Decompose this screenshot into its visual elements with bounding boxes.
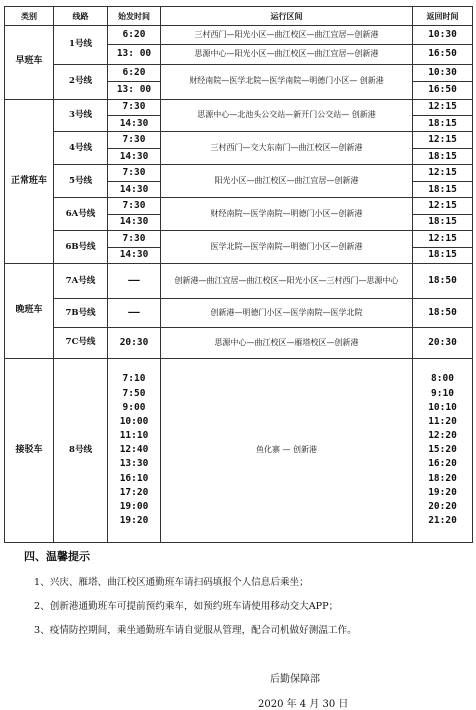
line-label: 7A号线 <box>54 264 108 299</box>
return-time: 12:15 <box>413 99 473 115</box>
group-evening: 晚班车 <box>5 264 54 359</box>
header-category: 类别 <box>5 7 54 26</box>
shuttle-departure-time: 19:00 <box>119 501 149 513</box>
shuttle-departure-time: 7:10 <box>122 373 146 385</box>
shuttle-return-time: 21:20 <box>428 515 457 527</box>
departure-time: 14:30 <box>108 181 161 197</box>
line-label: 4号线 <box>54 132 108 165</box>
return-time: 12:15 <box>413 132 473 148</box>
group-morning: 早班车 <box>5 25 54 99</box>
route-text: 创新港—曲江宜居—曲江校区—阳光小区—三村西门—思源中心 <box>161 264 413 299</box>
shuttle-return-time: 9:10 <box>431 387 454 399</box>
table-row <box>5 132 473 148</box>
signature-block <box>0 670 476 710</box>
shuttle-return-time: 12:20 <box>428 430 457 442</box>
note-item: 2、创新港通勤班车可提前预约乘车，如预约班车请使用移动交大APP； <box>34 601 339 612</box>
shuttle-return-time: 16:20 <box>428 458 457 470</box>
departure-time: 14:30 <box>108 247 161 263</box>
route-text: 阳光小区—曲江校区—曲江宜居—创新港 <box>161 165 413 198</box>
table-row <box>5 64 473 81</box>
departure-time: 13: 00 <box>108 82 161 99</box>
line-label: 7C号线 <box>54 327 108 358</box>
shuttle-return-time: 19:20 <box>428 486 457 498</box>
line-label: 8号线 <box>54 358 108 542</box>
departure-time: 14:30 <box>108 214 161 230</box>
departure-time: 7:30 <box>108 165 161 181</box>
return-time: 10:30 <box>413 64 473 81</box>
return-time: 18:15 <box>413 247 473 263</box>
shuttle-departure-time: 10:00 <box>119 415 149 427</box>
route-text: 三村西门—交大东南门—曲江校区—创新港 <box>161 132 413 165</box>
departure-time: 7:30 <box>108 99 161 115</box>
departure-time: 13: 00 <box>108 45 161 65</box>
shuttle-departures <box>108 358 161 542</box>
line-label: 3号线 <box>54 99 108 132</box>
header-line: 线路 <box>54 7 108 26</box>
return-time: 20:30 <box>413 327 473 358</box>
return-time: 12:15 <box>413 165 473 181</box>
return-time: 18:15 <box>413 181 473 197</box>
header-row <box>5 7 473 26</box>
departure-time: 7:30 <box>108 198 161 214</box>
table-row <box>5 358 473 542</box>
line-label: 5号线 <box>54 165 108 198</box>
departure-time: 7:30 <box>108 231 161 247</box>
notes-title: 四、温馨提示 <box>24 550 90 563</box>
header-route: 运行区间 <box>161 7 413 26</box>
route-text: 思源中心—曲江校区—雁塔校区—创新港 <box>161 327 413 358</box>
line-label: 7B号线 <box>54 299 108 328</box>
shuttle-return-time: 8:00 <box>431 373 454 385</box>
return-time: 12:15 <box>413 231 473 247</box>
line-label: 2号线 <box>54 64 108 99</box>
departure-time: 20:30 <box>108 327 161 358</box>
return-time: 18:15 <box>413 148 473 164</box>
header-return: 返回时间 <box>413 7 473 26</box>
departure-time: 6:20 <box>108 25 161 45</box>
shuttle-departure-time: 12:40 <box>119 444 149 456</box>
shuttle-return-time: 15:20 <box>428 444 457 456</box>
departure-time: 14:30 <box>108 148 161 164</box>
notes-section <box>24 548 464 646</box>
shuttle-departure-time: 9:00 <box>122 401 146 413</box>
departure-time: 7:30 <box>108 132 161 148</box>
group-shuttle: 接驳车 <box>5 358 54 542</box>
table-row <box>5 99 473 115</box>
departure-time: 14:30 <box>108 116 161 132</box>
table-row <box>5 327 473 358</box>
return-time: 18:15 <box>413 214 473 230</box>
note-item: 1、兴庆、雁塔、曲江校区通勤班车请扫码填报个人信息后乘坐； <box>34 577 309 588</box>
shuttle-return-time: 20:20 <box>428 501 457 513</box>
return-time: 10:30 <box>413 25 473 45</box>
shuttle-departure-time: 17:20 <box>119 486 149 498</box>
departure-time: —— <box>108 299 161 328</box>
return-time: 12:15 <box>413 198 473 214</box>
return-time: 18:50 <box>413 299 473 328</box>
signature-dept: 后勤保障部 <box>270 674 320 685</box>
table-row <box>5 264 473 299</box>
note-item: 3、疫情防控期间，乘坐通勤班车请自觉服从管理，配合司机做好测温工作。 <box>34 625 357 636</box>
shuttle-departure-time: 19:20 <box>119 515 149 527</box>
shuttle-return-time: 11:20 <box>428 415 457 427</box>
shuttle-departure-time: 16:10 <box>119 472 149 484</box>
shuttle-returns <box>413 358 473 542</box>
header-departure: 始发时间 <box>108 7 161 26</box>
shuttle-departure-time: 13:30 <box>119 458 149 470</box>
signature-date: 2020 年 4 月 30 日 <box>258 699 349 710</box>
shuttle-departure-time: 11:10 <box>119 430 149 442</box>
table-row <box>5 165 473 181</box>
route-text: 鱼化寨 — 创新港 <box>161 358 413 542</box>
line-label: 6B号线 <box>54 231 108 264</box>
return-time: 16:50 <box>413 82 473 99</box>
departure-time: —— <box>108 264 161 299</box>
shuttle-departure-time: 7:50 <box>122 387 146 399</box>
route-text: 财经南院—医学南院—明德门小区—创新港 <box>161 198 413 231</box>
table-row <box>5 231 473 247</box>
route-text: 创新港—明德门小区—医学南院—医学北院 <box>161 299 413 328</box>
group-regular: 正常班车 <box>5 99 54 264</box>
table-row <box>5 299 473 328</box>
route-text: 思源中心—阳光小区—曲江校区—曲江宜居—创新港 <box>161 45 413 65</box>
line-label: 6A号线 <box>54 198 108 231</box>
return-time: 18:50 <box>413 264 473 299</box>
table-row <box>5 25 473 45</box>
shuttle-return-time: 18:20 <box>428 472 457 484</box>
shuttle-return-time: 10:10 <box>428 401 457 413</box>
bus-schedule-table <box>4 6 473 543</box>
route-text: 三村西门—阳光小区—曲江校区—曲江宜居—创新港 <box>161 25 413 45</box>
route-text: 财经南院—医学北院—医学南院—明德门小区— 创新港 <box>161 64 413 99</box>
line-label: 1号线 <box>54 25 108 64</box>
route-text: 思源中心—北池头公交站—新开门公交站— 创新港 <box>161 99 413 132</box>
departure-time: 6:20 <box>108 64 161 81</box>
return-time: 16:50 <box>413 45 473 65</box>
return-time: 18:15 <box>413 116 473 132</box>
table-row <box>5 198 473 214</box>
route-text: 医学北院—医学南院—明德门小区—创新港 <box>161 231 413 264</box>
